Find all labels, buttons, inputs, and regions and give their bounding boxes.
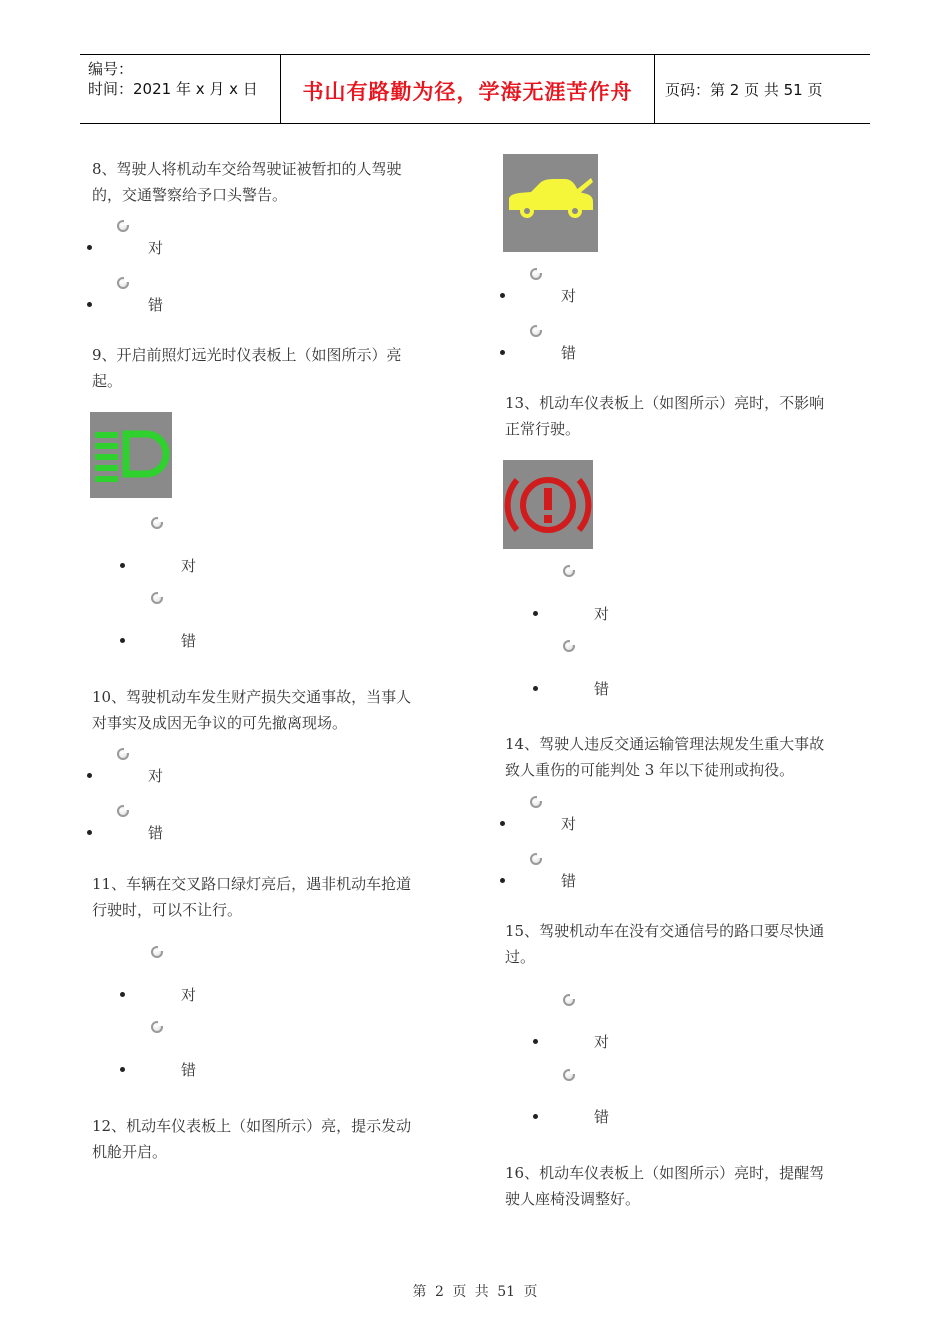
radio-false[interactable]	[151, 1021, 163, 1033]
footer-total-pages: 51	[497, 1284, 516, 1300]
question-9	[92, 342, 402, 394]
option-true-label[interactable]: 对	[594, 1033, 610, 1051]
option-false-label[interactable]: 错	[594, 1108, 610, 1126]
question-11	[92, 871, 411, 923]
time-label: 时间：2021 年 x 月 x 日	[88, 80, 258, 98]
footer-text: 第	[412, 1284, 427, 1300]
radio-true[interactable]	[530, 268, 542, 280]
list-bullet	[87, 245, 92, 250]
list-bullet	[120, 992, 125, 997]
question-16	[505, 1160, 824, 1212]
question-text: 对事实及成因无争议的可先撤离现场。	[92, 714, 348, 732]
radio-true[interactable]	[151, 517, 163, 529]
list-bullet	[500, 350, 505, 355]
radio-true[interactable]	[563, 565, 575, 577]
footer-text: 共	[474, 1284, 489, 1300]
radio-false[interactable]	[563, 1069, 575, 1081]
list-bullet	[533, 1114, 538, 1119]
option-true-label[interactable]: 对	[181, 557, 197, 575]
question-text: 9、开启前照灯远光时仪表板上（如图所示）亮	[92, 346, 402, 364]
option-true-label[interactable]: 对	[561, 815, 577, 833]
option-true-label[interactable]: 对	[181, 986, 197, 1004]
option-true-label[interactable]: 对	[594, 605, 610, 623]
option-true-label[interactable]: 对	[148, 239, 164, 257]
option-false-label[interactable]: 错	[181, 1061, 197, 1079]
list-bullet	[87, 773, 92, 778]
page-footer	[0, 1281, 950, 1301]
list-bullet	[533, 1039, 538, 1044]
option-false-label[interactable]: 错	[561, 344, 577, 362]
question-text: 起。	[92, 372, 123, 390]
list-bullet	[120, 638, 125, 643]
brake-warning-icon	[503, 460, 593, 549]
list-bullet	[500, 878, 505, 883]
radio-true[interactable]	[151, 946, 163, 958]
question-text: 行驶时，可以不让行。	[92, 901, 243, 919]
option-true-label[interactable]: 对	[561, 287, 577, 305]
radio-true[interactable]	[117, 220, 129, 232]
radio-true[interactable]	[117, 748, 129, 760]
question-text: 16、机动车仪表板上（如图所示）亮时，提醒驾	[505, 1164, 825, 1182]
question-14	[505, 731, 824, 783]
motto-text: 书山有路勤为径，学海无涯苦作舟	[302, 80, 633, 104]
question-12	[92, 1113, 411, 1165]
footer-page-number: 2	[434, 1284, 444, 1300]
header-motto-cell	[281, 55, 655, 123]
list-bullet	[87, 302, 92, 307]
footer-text: 页	[452, 1284, 467, 1300]
header-page-cell	[655, 55, 870, 123]
option-false-label[interactable]: 错	[181, 632, 197, 650]
list-bullet	[120, 1067, 125, 1072]
question-text: 10、驾驶机动车发生财产损失交通事故，当事人	[92, 688, 412, 706]
question-text: 8、驾驶人将机动车交给驾驶证被暂扣的人驾驶	[92, 160, 402, 178]
footer-text: 页	[523, 1284, 538, 1300]
radio-false[interactable]	[530, 853, 542, 865]
radio-false[interactable]	[563, 640, 575, 652]
radio-true[interactable]	[563, 994, 575, 1006]
high-beam-icon	[90, 412, 172, 498]
question-13	[505, 390, 824, 442]
question-10	[92, 684, 411, 736]
page-number-label: 页码：第 2 页 共 51 页	[665, 81, 823, 99]
list-bullet	[500, 293, 505, 298]
option-false-label[interactable]: 错	[561, 872, 577, 890]
question-text: 机舱开启。	[92, 1143, 168, 1161]
list-bullet	[87, 830, 92, 835]
list-bullet	[500, 821, 505, 826]
question-text: 12、机动车仪表板上（如图所示）亮，提示发动	[92, 1117, 412, 1135]
radio-false[interactable]	[117, 805, 129, 817]
number-label: 编号：	[88, 60, 134, 78]
page-header	[80, 54, 870, 124]
question-text: 致人重伤的可能判处 3 年以下徒刑或拘役。	[505, 761, 795, 779]
question-text: 驶人座椅没调整好。	[505, 1190, 641, 1208]
question-text: 的，交通警察给予口头警告。	[92, 186, 288, 204]
option-true-label[interactable]: 对	[148, 767, 164, 785]
question-text: 13、机动车仪表板上（如图所示）亮时，不影响	[505, 394, 825, 412]
radio-true[interactable]	[530, 796, 542, 808]
radio-false[interactable]	[151, 592, 163, 604]
radio-false[interactable]	[530, 325, 542, 337]
option-false-label[interactable]: 错	[148, 824, 164, 842]
header-info-cell	[80, 55, 281, 123]
question-15	[505, 918, 824, 970]
option-false-label[interactable]: 错	[148, 296, 164, 314]
list-bullet	[120, 563, 125, 568]
question-8	[92, 156, 402, 208]
question-text: 正常行驶。	[505, 420, 581, 438]
list-bullet	[533, 611, 538, 616]
question-text: 过。	[505, 948, 536, 966]
list-bullet	[533, 686, 538, 691]
option-false-label[interactable]: 错	[594, 680, 610, 698]
question-text: 14、驾驶人违反交通运输管理法规发生重大事故	[505, 735, 825, 753]
radio-false[interactable]	[117, 277, 129, 289]
question-text: 15、驾驶机动车在没有交通信号的路口要尽快通	[505, 922, 825, 940]
hood-open-icon	[503, 154, 598, 252]
question-text: 11、车辆在交叉路口绿灯亮后，遇非机动车抢道	[92, 875, 412, 893]
